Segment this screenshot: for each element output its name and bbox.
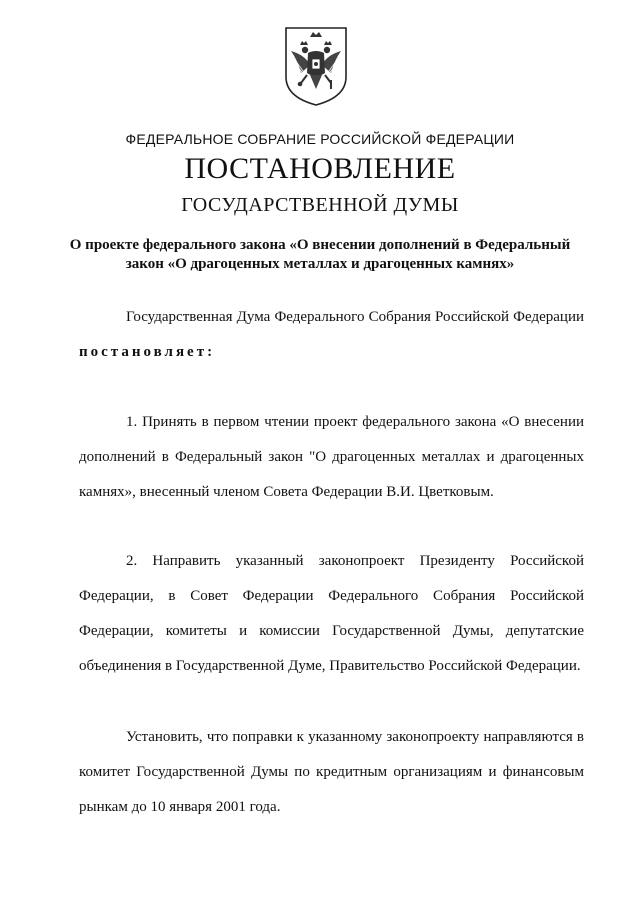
subject-line-1: О проекте федерального закона «О внесении дополнений в Федеральный	[69, 237, 571, 253]
item-2-text: 2. Направить указанный законопроект Президенту Российской Федерации, в Совет Федерации Федерального Собрания Российской Федерации, комитеты и комиссии Государственной Думы, депутатские объединения в Государственной Думе, Правительство Российской Федерации.	[79, 553, 584, 674]
document-type-title: ПОСТАНОВЛЕНИЕ	[184, 152, 456, 185]
double-headed-eagle-icon	[283, 25, 349, 107]
decision-verb: постановляет:	[79, 344, 216, 360]
item-1-text: 1. Принять в первом чтении проект федерального закона «О внесении дополнений в Федеральный закон "О драгоценных металлах и драгоценных камнях», внесенный членом Совета Федерации В.И. Цветковым.	[79, 414, 584, 500]
document-issuer-title: ГОСУДАРСТВЕННОЙ ДУМЫ	[181, 194, 459, 216]
item-2-paragraph	[79, 544, 584, 684]
amendments-paragraph	[79, 720, 584, 825]
subject-line-2: закон «О драгоценных металлах и драгоценных камнях»	[125, 256, 515, 272]
item-1-paragraph	[79, 405, 584, 510]
organization-title: ФЕДЕРАЛЬНОЕ СОБРАНИЕ РОССИЙСКОЙ ФЕДЕРАЦИИ	[125, 131, 515, 147]
amendments-text: Установить, что поправки к указанному законопроекту направляются в комитет Государственной Думы по кредитным организациям и финансовым рынкам до 10 января 2001 года.	[79, 729, 584, 815]
intro-paragraph	[79, 300, 584, 370]
document-subject	[60, 236, 580, 274]
intro-text: Государственная Дума Федерального Собрания Российской Федерации	[126, 309, 584, 325]
